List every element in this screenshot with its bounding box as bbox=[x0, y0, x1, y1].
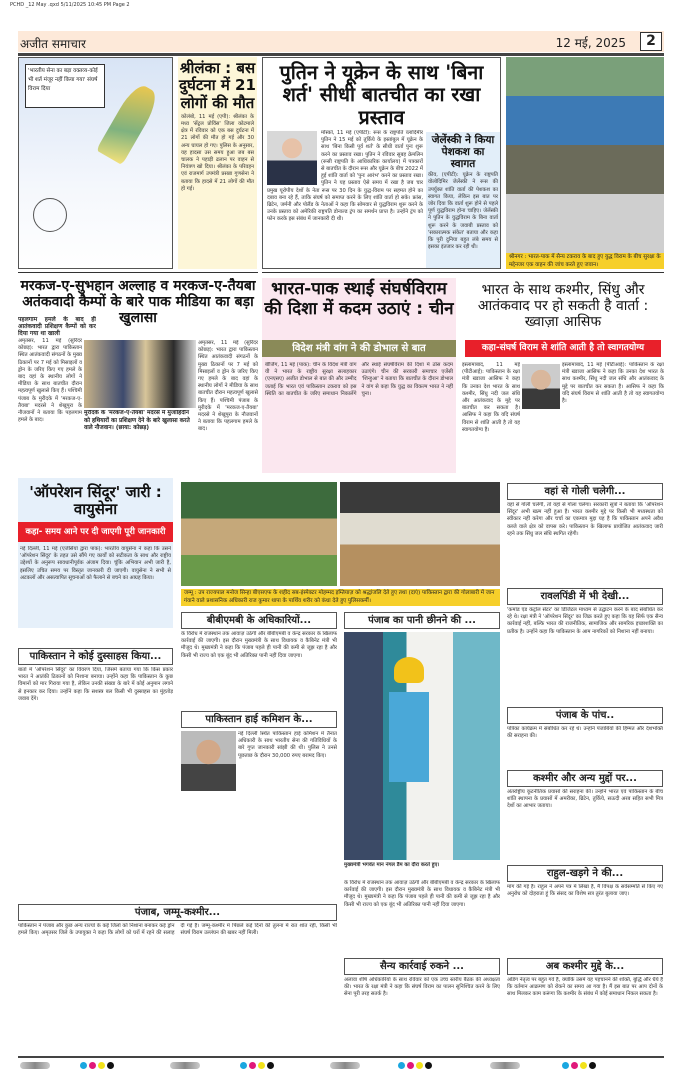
kashmir-anya-body: अंतर्राष्ट्रीय कूटनीतिक प्रयासों की सराहना की। उन्होंने भारत एवं पाकिस्तान के बीच शांति स्थापना के प्रयासों में अमरीका, ब्रिटेन, तुर्किये, सऊदी अरब सहित सभी मित्र देशों का आभार जताया। bbox=[507, 789, 663, 810]
ab-kashmir-body: अडिग नेतृत्व पर बहुत गर्व है, क्योंकि उसमें यह पहचानने की शक्ति, बुद्धि और धैर्य है कि वर्तमान आक्रमण को रोकने का समय आ गया है। मैं इस बात पर आप दोनों के साथ मिलकर काम करूंगा कि कश्मीर के संबंध में कोई समाधान निकल सकता है। bbox=[507, 977, 663, 998]
cartoon-rocket-icon bbox=[96, 81, 162, 165]
subhead-ab-kashmir: अब कश्मीर मुद्दे के... bbox=[507, 958, 663, 975]
divider bbox=[18, 272, 258, 273]
markaz-headline: मरकज-ए-सुभहान अल्लाह व मरकज-ए-तैयबा अतंकवादी कैम्पों के बारे पाक मीडिया का बड़ा खुलासा bbox=[20, 278, 256, 327]
asif-body-cont: इस्लामाबाद, 11 मई (पीटीआई): पाकिस्तान के रक्षा मंत्री ख्वाजा आसिफ ने कहा कि उनका देश भारत के साथ कश्मीर, सिंधु नदी जल संधि और आतंकवाद के मुद्दे पर बातचीत कर सकता है। आसिफ ने कहा कि यदि संघर्ष विराम से शांति आती है तो यह स्वागतयोग्य है। bbox=[562, 362, 664, 405]
zelensky-body: कीव, (एपीटी): यूक्रेन के राष्ट्रपति वोलोदिमिर जेलेंस्की ने रूस की उपर्युक्त शांति वार्ता की पेशकश का स्वागत किया, लेकिन इस बात पर जोर दिया कि वार्ता शुरू होने से पहले पूर्ण युद्धविराम होना चाहिए। जेलेंस्की ने पुतिन के युद्धविराम के बिना वार्ता शुरू करने के जवाबी प्रस्ताव को 'सकारात्मक संकेत' बताया और कहा कि पूरी दुनिया बहुत लंबे समय से इसका इंतजार कर रही थी। bbox=[428, 172, 498, 251]
sainya-body: अलावा शीर्ष अधिकारियों के साथ रविवार को एक उच्च स्तरीय बैठक की अध्यक्षता की। भारत के रक्षा मंत्री ने कहा कि संघर्ष विराम का पालन सुनिश्चित करने के लिए सेना पूरी तरह सतर्क है। bbox=[344, 977, 500, 998]
subhead-bbmb: बीबीएमबी के अधिकारियों... bbox=[181, 612, 337, 629]
color-registration-dots bbox=[240, 1062, 274, 1069]
china-article bbox=[262, 278, 456, 473]
subhead-rawalpindi: रावलपिंडी में भी देखी... bbox=[507, 588, 663, 605]
subhead-punjab-jk: पंजाब, जम्मू-कश्मीर... bbox=[18, 904, 337, 921]
tribute-photo-right bbox=[340, 482, 500, 586]
bbmb-body-cont: के विरोध में राजस्थान तक आवाज़ उठेगी और बीबीएमबी व केन्द्र सरकार के खिलाफ कार्रवाई की जाएगी। इस दौरान मुख्यमंत्री के साथ विधायक व कैबिनेट मंत्री भी मौजूद थे। मुख्यमंत्री ने कहा कि पंजाब पहले ही पानी की कमी से जूझ रहा है और किसी भी राज्य को एक बूंद भी अतिरिक्त पानी नहीं दिया जाएगा। bbox=[344, 880, 500, 908]
markaz-photo-caption: मुरीदके के 'मरकज-ए-तैयबा' मदरसे में मुजाहिदीन को हथियारों का प्रशिक्षण देने के बारे खुलासा करते वाले नौजवान। (छाया: कोछड़) bbox=[84, 410, 190, 431]
cartoon bbox=[18, 57, 173, 269]
asif-headline: भारत के साथ कश्मीर, सिंधु और आतंकवाद पर हो सकती है वार्ता : ख्वाज़ा आसिफ bbox=[477, 282, 649, 331]
high-commission-body: नई दिल्ली स्थित पाकिस्तान हाई कमिशन में तैनात अधिकारी के साथ भारतीय सेना की गतिविधियों के बारे गुप्त जानकारी सांझी की थी। पुलिस ने उनसे पूछताछ के दौरान 30,000 रुपए बरामद किए। bbox=[238, 731, 337, 759]
newspaper-name: अजीत समाचार bbox=[20, 37, 86, 51]
subhead-rahul: राहुल-खड़गे ने की... bbox=[507, 865, 663, 882]
china-body: बीजिंग, 11 मई (पाक): चीन के विदेश मंत्री वांग यी ने भारत के राष्ट्रीय सुरक्षा सलाहकार (एनएसए) अजीत डोभाल से बात की और उम्मीद जताई कि भारत एवं पाकिस्तान टकराव को इस स्थिति का बातचीत के जरिए समाधान निकालेंगे और स्थाई संघर्षविराम की दिशा में ठोस कदम उठाएंगे। चीन की सरकारी समाचार एजेंसी 'शिन्हुआ' ने बताया कि बातचीत के दौरान डोभाल ने वांग से कहा कि युद्ध का विकल्प भारत ने नहीं चुना। bbox=[265, 362, 453, 397]
accused-photo bbox=[181, 731, 236, 791]
subhead-panch: पंजाब के पांच.. bbox=[507, 707, 663, 724]
putin-text-wrap bbox=[267, 130, 423, 268]
subhead-kashmir-anya: कश्मीर और अन्य मुद्दों पर... bbox=[507, 770, 663, 787]
tribute-photo-left bbox=[181, 482, 337, 586]
masthead bbox=[18, 31, 664, 52]
markaz-lead: पहलगाम हमले के बाद ही आतंकवादी प्रशिक्षण कैम्पों को कर दिया गया था खाली bbox=[18, 316, 96, 338]
subhead-high-commission: पाकिस्तान हाई कमिशन के... bbox=[181, 711, 337, 728]
subhead-sainya: सैन्य कार्रवाई रुकने ... bbox=[344, 958, 500, 975]
sindoor-subheadline-bar: कहा- समय आने पर दी जाएगी पूरी जानकारी bbox=[18, 522, 173, 542]
asif-body: इस्लामाबाद, 11 मई (पीटीआई): पाकिस्तान के रक्षा मंत्री ख्वाजा आसिफ ने कहा कि उनका देश भारत के साथ कश्मीर, सिंधु नदी जल संधि और आतंकवाद के मुद्दे पर बातचीत कर सकता है। आसिफ ने कहा कि यदि संघर्ष विराम से शांति आती है तो यह स्वागतयोग्य है। bbox=[462, 362, 520, 433]
color-registration-dots bbox=[562, 1062, 596, 1069]
putin-article bbox=[262, 57, 501, 269]
khawaja-asif-photo bbox=[522, 364, 560, 409]
subhead-dussahas: पाकिस्तान ने कोई दुस्साहस किया... bbox=[18, 648, 173, 665]
nangal-dam-photo bbox=[344, 632, 500, 860]
footer-rule bbox=[18, 1056, 664, 1058]
rahul-body: मांग की गई है। राहुल ने अपने पत्र में लिखा है, मैं विपक्ष के सर्वसम्मति से किए गए अनुरोध को दोहराता हूं कि संसद का विशेष सत्र तुरंत बुलाया जाए। bbox=[507, 884, 663, 898]
putin-headline: पुतिन ने यूक्रेन के साथ 'बिना शर्त' सीधी बातचीत का रखा प्रस्ताव bbox=[279, 61, 484, 129]
subhead-goli: वहां से गोली चलेगी... bbox=[507, 483, 663, 500]
jammu-photo-caption: जम्मू : उप राज्यपाल मनोज सिन्हा बीएसएफ के शहीद सब-इंस्पेक्टर मोहम्मद इम्तियाज़ को श्रद्धांजलि देते हुए तथा (दाएं) पाकिस्तान द्वारा की गोलाबारी में जान गंवाने वाले प्रशासनिक अधिकारी राज कुमार थापा के पार्थिव शरीर को कंधा देते हुए पुलिसकर्मी। bbox=[181, 589, 500, 606]
bbmb-body: के विरोध में राजस्थान तक आवाज़ उठेगी और बीबीएमबी व केन्द्र सरकार के खिलाफ कार्रवाई की जाएगी। इस दौरान मुख्यमंत्री के साथ विधायक व कैबिनेट मंत्री भी मौजूद थे। मुख्यमंत्री ने कहा कि पंजाब पहले ही पानी की कमी से जूझ रहा है और किसी भी राज्य को एक बूंद भी अतिरिक्त पानी नहीं दिया जाएगा। bbox=[181, 631, 337, 659]
color-registration-dots bbox=[80, 1062, 114, 1069]
markaz-body-cont: अमृतसर, 11 मई (सुरिंदर कोछड़): भारत द्वारा पाकिस्तान स्थित आतंकवादी संगठनों के मुख्य ठिकानों पर 7 मई को मिसाइलों व ड्रोन के जरिए किए गए हमले के बाद वहां के स्थानीय लोगों ने मीडिया के साथ बातचीत दौरान महत्वपूर्ण खुलासे किए हैं। पश्चिमी पंजाब के मुरीदके में 'मरकज-ए-तैयबा' मदरसे ने शेखुपुरा के नौजवानों ने बताया कि पहलगाम हमले के बाद। bbox=[198, 340, 258, 433]
markaz-photo bbox=[84, 340, 196, 408]
putin-body: मॉस्को, 11 मई (एपीटी): रूस के राष्ट्रपति व्लादिमीर पुतिन ने 15 मई को तुर्किये के इस्तांबुल में यूक्रेन के साथ 'बिना किसी पूर्व शर्त' के सीधी वार्ता पुनः शुरू करने का प्रस्ताव रखा। पुतिन ने रविवार सुबह क्रेमलिन (रूसी राष्ट्रपति के आधिकारिक कार्यालय) में पत्रकारों से बातचीत के दौरान रूस और यूक्रेन के बीच 2022 में हुई शांति वार्ता को 'पुनः आरंभ' करने का प्रस्ताव रखा। पुतिन ने यह प्रस्ताव ऐसे समय में रखा है जब चार प्रमुख यूरोपीय देशों के नेता रूस पर 30 दिन के युद्ध-विराम पर सहमत होने का दबाव बना रहे हैं, ताकि संघर्ष को समाप्त करने के लिए शांति वार्ता हो सके। फ्रांस, ब्रिटेन, जर्मनी और पोलैंड के नेताओं ने कहा कि सोमवार से युद्धविराम शुरू करने के उनके प्रस्ताव को अमेरिकी राष्ट्रपति डोनाल्ड ट्रंप का समर्थन प्राप्त है। उन्होंने ट्रंप को फोन करके इस संबंध में जानकारी दी थी। bbox=[267, 130, 423, 223]
rawalpindi-body: 'कमांड एंड कंट्रोल सेंटर' का डिजिटल माध्यम से उद्घाटन करने के बाद संबोधित कर रहे थे। रक्षा मंत्री ने 'ऑपरेशन सिंदूर' का जिक्र करते हुए कहा कि यह सिर्फ एक सैन्य कार्रवाई नहीं, बल्कि भारत की राजनीतिक, सामाजिक और सामरिक इच्छाशक्ति का प्रतीक है। उन्होंने कहा कि पाकिस्तान के आम नागरिकों को निशाना नहीं बनाया। bbox=[507, 607, 663, 635]
zelensky-headline: जेलेंस्की ने किया पेशकश का स्वागत bbox=[431, 134, 495, 171]
masthead-rule bbox=[18, 53, 664, 56]
sindoor-headline: 'ऑपरेशन सिंदूर' जारी : वायुसेना bbox=[29, 483, 162, 519]
srilanka-body: कोलंबो, 11 मई (एपी): श्रीलंका के मध्य 'सेंट्रल प्रोविंस' जिला कोटमाले क्षेत्र में रविवार को एक बस दुर्घटना में 21 लोगों की मौत हो गई और 30 अन्य घायल हो गए। पुलिस के अनुसार, यह हादसा उस समय हुआ जब बस चालक ने पहाड़ी ढलान पर वाहन से नियंत्रण खो दिया। श्रीलंका के परिवहन एवं राजमार्ग उपमंत्री प्रसन्ना गुणसेना ने बताया कि हादसे में 21 लोगों की मौत हो गई। bbox=[181, 113, 254, 192]
asif-subheadline-bar: कहा-संघर्ष विराम से शांति आती है तो स्वागतयोग्य bbox=[465, 340, 661, 357]
punjab-jk-body: पाकिस्तान ने पंजाब और कुछ अन्य राज्यों के कई जिलों को निशाना बनाकर कई ड्रोन हमले किए। अमृतसर जिले के उपायुक्त ने कहा कि लोगों को घरों में रहने की सलाह दी गई है। जम्मू-कश्मीर में पिछले कई दिनों की तुलना में रात शांत रही, किसी भी संघर्ष विराम उल्लंघन की खबर नहीं मिली। bbox=[18, 923, 337, 937]
srinagar-photo-caption: श्रीनगर : भारत-पाक में सैन्य टकराव के बाद हुए युद्ध विराम के बीच सुरक्षा के मद्देनजर एक वाहन की जांच करते हुए जवान। bbox=[506, 253, 664, 269]
putin-photo bbox=[267, 131, 317, 185]
goli-body: वहां से गोली चलेगी, तो यहां से गोला चलेगा। सरकारी सूत्रों ने बताया कि 'ऑपरेशन सिंदूर' अभी खत्म नहीं हुआ है। भारत कश्मीर मुद्दे पर किसी भी मध्यस्थता को स्वीकार नहीं करेगा और चर्चा का एकमात्र मुद्दा यह है कि पाकिस्तान अपने अवैध कब्जे वाले क्षेत्र को वापस करे। पाकिस्तान के खिलाफ प्रायोजित आतंकवाद जारी रहने तक सिंधु जल संधि स्थगित रहेगी। bbox=[507, 502, 663, 537]
srilanka-article bbox=[178, 57, 257, 269]
srinagar-security-photo bbox=[506, 57, 664, 253]
turban-icon bbox=[394, 657, 424, 683]
china-headline: भारत-पाक स्थाई संघर्षविराम की दिशा में कदम उठाएं : चीन bbox=[264, 279, 454, 319]
panch-body: पत्रिका कार्यक्रम में संबोधित कर रहे थे। उन्होंने पंजाबियों की हिम्मत और देशभक्ति की सराहना की। bbox=[507, 726, 663, 740]
print-slug: PCHD _12 May .qxd 5/11/2025 10:45 PM Page 2 bbox=[10, 2, 130, 8]
srilanka-headline: श्रीलंका : बस दुर्घटना में 21 लोगों की मौत bbox=[179, 59, 256, 112]
page-number: 2 bbox=[640, 32, 662, 51]
registration-bar bbox=[490, 1062, 520, 1069]
color-registration-dots bbox=[398, 1062, 432, 1069]
dussahas-body: बातों में 'ऑपरेशन सिंदूर' का विवरण दिया, जिसमें बताया गया कि किस प्रकार भारत ने आतंकी ठिकानों को निशाना बनाया। उन्होंने कहा कि पाकिस्तान के कुछ विमानों को मार गिराया गया है, लेकिन उनकी संख्या के बारे में कोई अनुमान लगाने से इनकार कर दिया। उन्होंने कहा कि सशस्त्र बल किसी भी दुस्साहस का मुंहतोड़ जवाब देंगे। bbox=[18, 667, 173, 702]
zelensky-sidebar bbox=[426, 132, 500, 268]
edition-date: 12 मई, 2025 bbox=[555, 36, 626, 50]
divider bbox=[262, 272, 664, 273]
registration-bar bbox=[20, 1062, 50, 1069]
cartoon-speech-bubble: 'भारतीय सेना का बड़ा वक्तव्य-कोई भी शर्त मंजूर नहीं किया गया' संघर्ष विराम दिया bbox=[25, 64, 105, 108]
china-subheadline-bar: विदेश मंत्री वांग ने की डोभाल से बात bbox=[262, 340, 456, 357]
markaz-article bbox=[18, 278, 258, 473]
subhead-pani: पंजाब का पानी छीनने की ... bbox=[344, 612, 500, 629]
cartoon-figure-icon bbox=[33, 198, 67, 232]
asif-article bbox=[462, 278, 664, 473]
nangal-caption: मुख्यमंत्री भगवंत मान नंगल डैम का दौरा करते हुए। bbox=[344, 862, 440, 868]
sindoor-body: नई दिल्ली, 11 मई (एजेंसियां द्वारा पाक): भारतीय वायुसेना ने कहा कि उसने 'ऑपरेशन सिंदूर' के तहत उसे सौंपे गए कार्यों को सटीकता के साथ और राष्ट्रीय उद्देश्यों के अनुरूप सावधानीपूर्वक अंजाम दिया। चूंकि अभियान अभी जारी है, इसलिए उचित समय पर विस्तृत जानकारी दी जाएगी। वायुसेना ने सभी से अटकलों और असत्यापित सूचनाओं को फैलाने से बचने का आग्रह किया। bbox=[20, 546, 171, 581]
jacket-shape bbox=[389, 692, 429, 782]
registration-bar bbox=[330, 1062, 360, 1069]
registration-bar bbox=[170, 1062, 200, 1069]
sindoor-article bbox=[18, 478, 173, 628]
markaz-body: अमृतसर, 11 मई (सुरिंदर कोछड़): भारत द्वारा पाकिस्तान स्थित आतंकवादी संगठनों के मुख्य ठिकानों पर 7 मई को मिसाइलों व ड्रोन के जरिए किए गए हमले के बाद वहां के स्थानीय लोगों ने मीडिया के साथ बातचीत दौरान महत्वपूर्ण खुलासे किए हैं। पश्चिमी पंजाब के मुरीदके में 'मरकज-ए-तैयबा' मदरसे ने शेखुपुरा के नौजवानों ने बताया कि पहलगाम हमले के बाद। bbox=[18, 338, 82, 424]
